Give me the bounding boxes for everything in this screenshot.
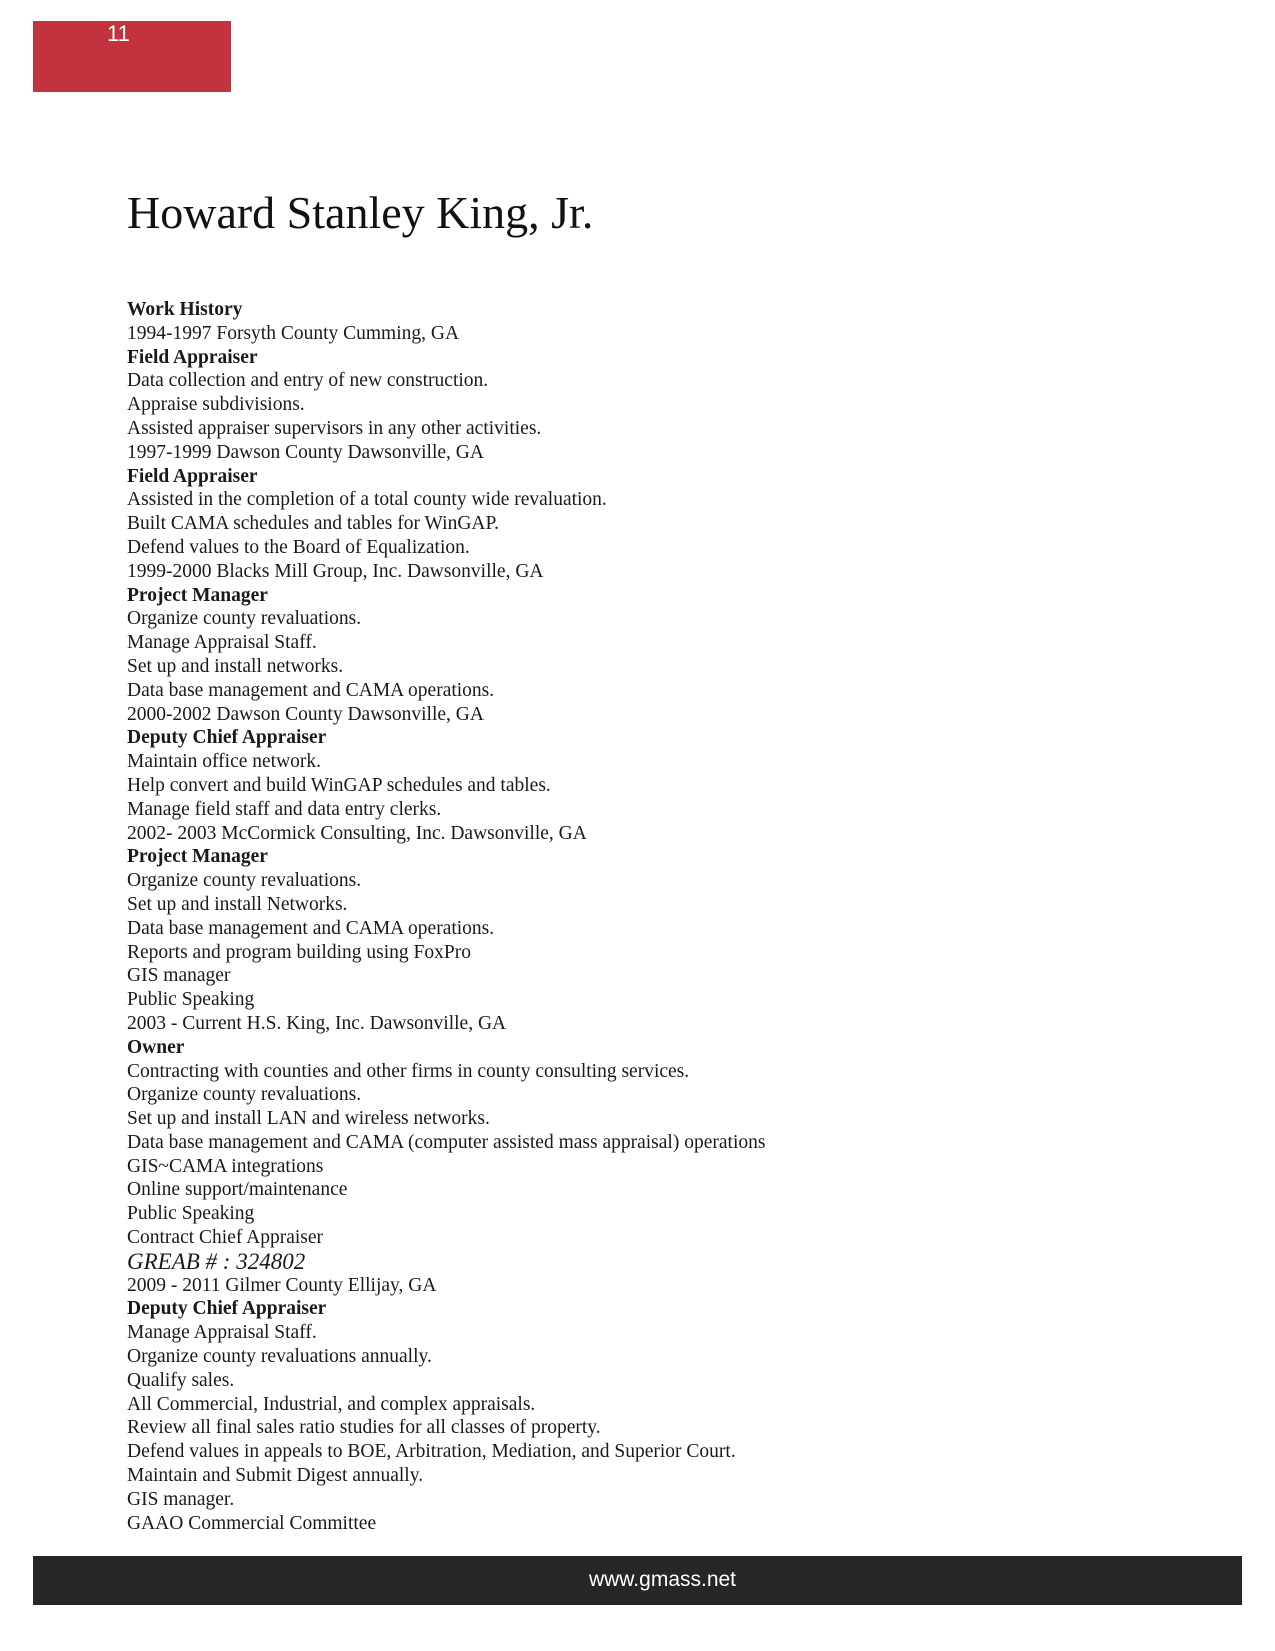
text-line: GIS manager. — [127, 1488, 235, 1510]
text-line: Data collection and entry of new construction. — [127, 370, 489, 392]
text-line: 2002- 2003 McCormick Consulting, Inc. Dawsonville, GA — [127, 822, 587, 844]
text-line: Maintain and Submit Digest annually. — [127, 1465, 424, 1487]
text-line: Data base management and CAMA (computer assisted mass appraisal) operations — [127, 1131, 766, 1153]
section-heading: Owner — [127, 1036, 185, 1058]
text-line: Data base management and CAMA operations. — [127, 679, 495, 701]
text-line: Set up and install networks. — [127, 655, 344, 677]
text-line: 2003 - Current H.S. King, Inc. Dawsonville, GA — [127, 1012, 507, 1034]
page-title: Howard Stanley King, Jr. — [127, 187, 594, 238]
license-number: GREAB # : 324802 — [127, 1248, 306, 1274]
footer-url[interactable]: www.gmass.net — [588, 1568, 737, 1591]
text-line: GIS~CAMA integrations — [127, 1155, 324, 1177]
text-line: Review all final sales ratio studies for all classes of property. — [127, 1417, 601, 1439]
text-line: Public Speaking — [127, 989, 255, 1011]
text-line: Appraise subdivisions. — [127, 394, 305, 416]
text-line: Set up and install LAN and wireless networks. — [127, 1108, 490, 1130]
section-heading: Field Appraiser — [127, 346, 258, 368]
text-line: 2000-2002 Dawson County Dawsonville, GA — [127, 703, 484, 725]
text-line: Assisted appraiser supervisors in any other activities. — [127, 417, 542, 439]
text-line: Qualify sales. — [127, 1369, 235, 1391]
text-line: Assisted in the completion of a total county wide revaluation. — [127, 489, 607, 511]
text-line: 1994-1997 Forsyth County Cumming, GA — [127, 322, 460, 344]
text-line: Help convert and build WinGAP schedules and tables. — [127, 774, 551, 796]
text-line: Data base management and CAMA operations. — [127, 917, 495, 939]
text-line: 1997-1999 Dawson County Dawsonville, GA — [127, 441, 484, 463]
text-line: GIS manager — [127, 965, 231, 987]
text-line: 2009 - 2011 Gilmer County Ellijay, GA — [127, 1274, 437, 1296]
section-heading: Deputy Chief Appraiser — [127, 1298, 327, 1320]
text-line: Maintain office network. — [127, 751, 322, 773]
text-line: All Commercial, Industrial, and complex appraisals. — [127, 1393, 536, 1415]
text-line: Manage Appraisal Staff. — [127, 1322, 317, 1344]
text-line: Manage Appraisal Staff. — [127, 632, 317, 654]
footer-bar — [33, 1556, 1242, 1605]
text-line: Online support/maintenance — [127, 1179, 348, 1201]
text-line: Contracting with counties and other firms in county consulting services. — [127, 1060, 690, 1082]
page-number: 11 — [107, 21, 130, 46]
section-heading: Field Appraiser — [127, 465, 258, 487]
section-heading: Work History — [127, 299, 243, 320]
text-line: Set up and install Networks. — [127, 893, 348, 915]
text-line: Defend values in appeals to BOE, Arbitration, Mediation, and Superior Court. — [127, 1441, 736, 1463]
text-line: Manage field staff and data entry clerks. — [127, 798, 442, 820]
section-heading: Project Manager — [127, 846, 268, 868]
text-line: Built CAMA schedules and tables for WinGAP. — [127, 513, 500, 535]
text-line: Public Speaking — [127, 1203, 255, 1225]
page-number-box — [33, 21, 231, 92]
text-line: GAAO Commercial Committee — [127, 1512, 377, 1534]
text-line: Reports and program building using FoxPro — [127, 941, 471, 963]
text-line: Defend values to the Board of Equalization. — [127, 536, 470, 558]
text-line: Organize county revaluations. — [127, 870, 362, 892]
text-line: Organize county revaluations. — [127, 608, 362, 630]
text-line: 1999-2000 Blacks Mill Group, Inc. Dawsonville, GA — [127, 560, 544, 582]
text-line: Organize county revaluations. — [127, 1084, 362, 1106]
section-heading: Project Manager — [127, 584, 268, 606]
text-line: Organize county revaluations annually. — [127, 1346, 432, 1368]
work-history-section — [127, 298, 765, 1535]
section-heading: Deputy Chief Appraiser — [127, 727, 327, 749]
text-line: Contract Chief Appraiser — [127, 1227, 324, 1249]
